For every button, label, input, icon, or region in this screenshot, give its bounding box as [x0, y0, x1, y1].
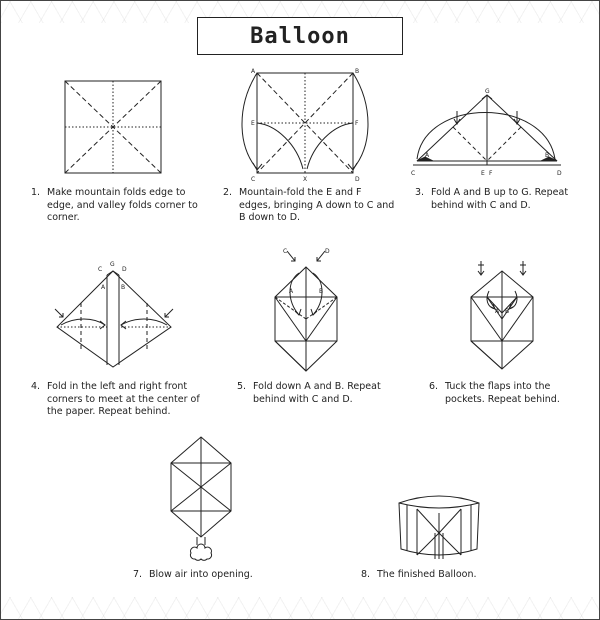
label-b: B: [545, 152, 550, 159]
label-b: B: [121, 284, 126, 291]
step-text: The finished Balloon.: [377, 569, 477, 580]
step-text: Mountain-fold the E and F edges, bringing A down to C and B down to D.: [239, 187, 395, 223]
step-text: Make mountain folds edge to edge, and valley folds corner to corner.: [47, 187, 198, 223]
step-5-diagram: [265, 245, 347, 375]
step-3-caption: [415, 187, 585, 212]
label-g: G: [110, 261, 115, 268]
step-5-caption: [237, 381, 399, 406]
label-c: C: [283, 248, 288, 255]
page-title: Balloon: [250, 23, 350, 49]
label-x: X: [303, 176, 308, 183]
step-6-caption: [429, 381, 585, 406]
step-2-diagram: [237, 65, 373, 185]
step-1-caption: [31, 187, 211, 225]
step-text: Fold A and B up to G. Repeat behind with C and D.: [431, 187, 569, 211]
step-7-diagram: [161, 433, 241, 565]
step-number: 7.: [133, 569, 143, 580]
step-text: Fold down A and B. Repeat behind with C and D.: [253, 381, 381, 405]
label-d: D: [557, 170, 562, 177]
label-a: A: [495, 308, 500, 315]
label-d: D: [325, 248, 330, 255]
step-4-caption: [31, 381, 211, 419]
step-7-caption: [133, 569, 293, 582]
label-f: F: [355, 120, 359, 127]
label-c: C: [411, 170, 416, 177]
label-d: D: [355, 176, 360, 183]
label-a: A: [101, 284, 106, 291]
label-d: D: [122, 266, 127, 273]
step-4-diagram: [51, 261, 177, 373]
label-g: G: [485, 88, 490, 95]
label-e: E: [481, 170, 485, 177]
label-a: A: [251, 68, 256, 75]
step-text: Tuck the flaps into the pockets. Repeat behind.: [445, 381, 560, 405]
label-a: A: [289, 288, 294, 295]
label-a: A: [425, 152, 430, 159]
step-number: 1.: [31, 187, 41, 198]
step-1-diagram: [59, 77, 167, 177]
label-b: B: [505, 308, 510, 315]
step-number: 3.: [415, 187, 425, 198]
step-number: 8.: [361, 569, 371, 580]
step-8-diagram: [389, 487, 489, 563]
label-c: C: [98, 266, 103, 273]
title-box: [197, 17, 403, 55]
label-b: B: [355, 68, 360, 75]
label-f: F: [489, 170, 493, 177]
label-c: C: [251, 176, 256, 183]
step-text: Blow air into opening.: [149, 569, 253, 580]
step-text: Fold in the left and right front corners to meet at the center of the paper. Repeat behind.: [47, 381, 200, 417]
label-e: E: [251, 120, 255, 127]
step-number: 4.: [31, 381, 41, 392]
step-3-diagram: [405, 87, 569, 181]
step-number: 2.: [223, 187, 233, 198]
step-8-caption: [361, 569, 541, 582]
step-6-diagram: [459, 257, 545, 375]
step-number: 5.: [237, 381, 247, 392]
step-number: 6.: [429, 381, 439, 392]
label-b: B: [319, 288, 324, 295]
step-2-caption: [223, 187, 395, 225]
decorative-bottom-band: [1, 597, 600, 619]
